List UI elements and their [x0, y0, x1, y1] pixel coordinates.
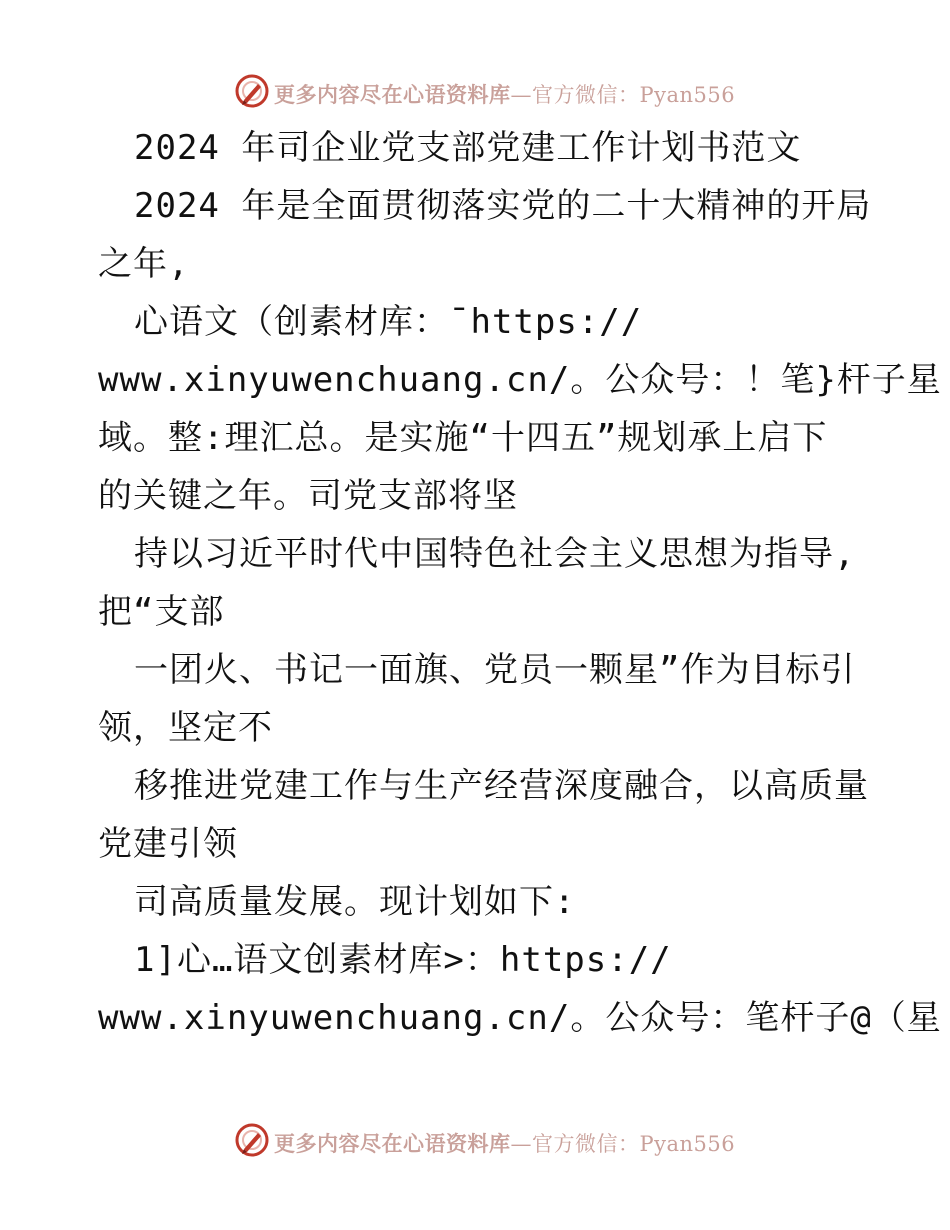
text-line: 2024 年是全面贯彻落实党的二十大精神的开局 — [134, 186, 872, 226]
document-title: 2024 年司企业党支部党建工作计划书范文 — [134, 128, 802, 168]
text-line: 把“支部 — [98, 592, 225, 632]
text-line: 党建引领 — [98, 824, 238, 864]
text-line: 移推进党建工作与生产经营深度融合，以高质量 — [134, 766, 869, 806]
text-line: www.xinyuwenchuang.cn/。公众号：！笔}杆子星 — [98, 360, 942, 400]
text-line: 域。整:理汇总。是实施“十四五”规划承上启下 — [98, 418, 828, 458]
banner-main-text: 更多内容尽在心语资料库 — [274, 82, 511, 107]
text-line: 司高质量发展。现计划如下: — [134, 882, 576, 922]
text-line: 的关键之年。司党支部将坚 — [98, 476, 518, 516]
text-line: 1]心…语文创素材库>：https:// — [134, 940, 672, 980]
banner-sub-text: —官方微信：Pyan556 — [510, 83, 736, 107]
text-line: 之年, — [98, 244, 190, 284]
text-line: www.xinyuwenchuang.cn/。公众号：笔杆子@（星 — [98, 998, 942, 1038]
banner-sub-text: —官方微信：Pyan556 — [510, 1132, 736, 1156]
banner-main-text: 更多内容尽在心语资料库 — [274, 1131, 511, 1156]
footer-banner — [0, 1120, 950, 1160]
banner-text — [274, 79, 735, 109]
banner-text — [274, 1128, 735, 1158]
text-line: 一团火、书记一面旗、党员一颗星”作为目标引 — [134, 650, 856, 690]
text-line: 心语文（创素材库：¯https:// — [134, 302, 643, 342]
pen-nib-logo-icon — [234, 1122, 270, 1158]
header-banner — [0, 71, 950, 111]
text-line: 领，坚定不 — [98, 708, 273, 748]
document-body — [98, 122, 942, 1050]
pen-nib-logo-icon — [234, 73, 270, 109]
text-line: 持以习近平时代中国特色社会主义思想为指导, — [134, 534, 856, 574]
